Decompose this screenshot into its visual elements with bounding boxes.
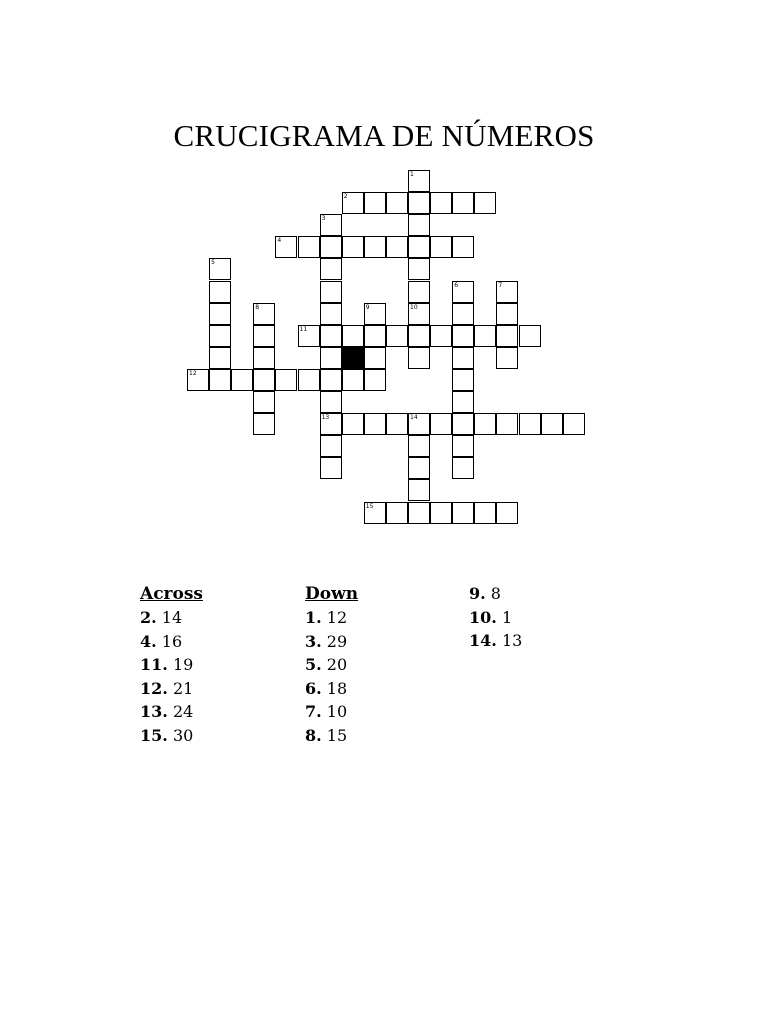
- grid-cell[interactable]: [253, 347, 275, 369]
- grid-cell[interactable]: [474, 192, 496, 214]
- grid-cell[interactable]: [320, 281, 342, 303]
- grid-cell[interactable]: [430, 192, 452, 214]
- grid-cell[interactable]: [320, 325, 342, 347]
- grid-cell[interactable]: [342, 192, 364, 214]
- grid-cell[interactable]: [320, 303, 342, 325]
- grid-cell[interactable]: [320, 457, 342, 479]
- grid-cell[interactable]: [563, 413, 585, 435]
- grid-cell[interactable]: [275, 369, 297, 391]
- grid-cell[interactable]: [452, 303, 474, 325]
- grid-cell[interactable]: [209, 369, 231, 391]
- clue-item: 8. 15: [305, 725, 348, 745]
- grid-cell[interactable]: [320, 369, 342, 391]
- grid-cell[interactable]: [298, 236, 320, 258]
- grid-cell[interactable]: [452, 413, 474, 435]
- grid-cell[interactable]: [275, 236, 297, 258]
- clue-item: 4. 16: [140, 631, 183, 651]
- grid-cell[interactable]: [320, 413, 342, 435]
- page-title: CRUCIGRAMA DE NÚMEROS: [173, 118, 595, 153]
- grid-cell[interactable]: [496, 303, 518, 325]
- clue-item: 1. 12: [305, 608, 348, 627]
- clue-item: 3. 29: [305, 631, 348, 651]
- clue-item: 9. 8: [469, 584, 501, 603]
- grid-cell[interactable]: [320, 214, 342, 236]
- down-heading: Down: [305, 584, 359, 604]
- grid-cell[interactable]: [364, 192, 386, 214]
- grid-cell[interactable]: [209, 325, 231, 347]
- clue-item: 14. 13: [469, 631, 523, 651]
- grid-cell[interactable]: [496, 502, 518, 524]
- grid-cell[interactable]: [408, 479, 430, 501]
- clue-number: 14: [410, 414, 418, 422]
- grid-cell[interactable]: [364, 236, 386, 258]
- grid-cell[interactable]: [452, 502, 474, 524]
- down-clues-continued: [469, 582, 629, 653]
- clue-number: 9: [365, 303, 370, 311]
- grid-cell[interactable]: [408, 192, 430, 214]
- grid-cell[interactable]: [452, 369, 474, 391]
- grid-cell[interactable]: [408, 502, 430, 524]
- clue-number: 11: [299, 325, 308, 333]
- grid-cell[interactable]: [231, 369, 253, 391]
- grid-cell[interactable]: [496, 413, 518, 435]
- grid-cell[interactable]: [452, 435, 474, 457]
- across-list: [140, 606, 300, 748]
- grid-cell[interactable]: [474, 325, 496, 347]
- grid-cell[interactable]: [342, 236, 364, 258]
- grid-cell[interactable]: [209, 347, 231, 369]
- grid-cell[interactable]: [452, 391, 474, 413]
- grid-cell[interactable]: [452, 281, 474, 303]
- across-heading: Across: [140, 584, 203, 604]
- grid-cell[interactable]: [253, 303, 275, 325]
- grid-cell[interactable]: [408, 281, 430, 303]
- grid-cell[interactable]: [408, 258, 430, 280]
- clue-item: 6. 18: [305, 678, 348, 698]
- grid-cell[interactable]: [320, 435, 342, 457]
- clue-number: 15: [365, 502, 374, 510]
- grid-cell[interactable]: [408, 236, 430, 258]
- grid-cell[interactable]: [364, 325, 386, 347]
- across-clues: [140, 582, 300, 748]
- grid-cell[interactable]: [386, 325, 408, 347]
- grid-cell[interactable]: [209, 258, 231, 280]
- grid-cell[interactable]: [187, 369, 209, 391]
- grid-cell[interactable]: [386, 413, 408, 435]
- grid-cell[interactable]: [496, 325, 518, 347]
- grid-cell[interactable]: [209, 281, 231, 303]
- down-clues: [305, 582, 465, 748]
- black-cell: [342, 347, 364, 369]
- clue-item: 5. 20: [305, 655, 348, 675]
- clue-item: 7. 10: [305, 702, 348, 722]
- grid-cell[interactable]: [452, 347, 474, 369]
- grid-cell[interactable]: [430, 502, 452, 524]
- clue-item: 13. 24: [140, 702, 194, 722]
- down-list: [305, 606, 465, 748]
- grid-cell[interactable]: [474, 502, 496, 524]
- grid-cell[interactable]: [430, 413, 452, 435]
- grid-cell[interactable]: [298, 369, 320, 391]
- grid-cell[interactable]: [408, 435, 430, 457]
- clue-item: 11. 19: [140, 655, 194, 675]
- clue-item: 10. 1: [469, 607, 513, 627]
- grid-cell[interactable]: [364, 413, 386, 435]
- grid-cell[interactable]: [408, 457, 430, 479]
- grid-cell[interactable]: [496, 281, 518, 303]
- clue-number: 5: [211, 259, 215, 267]
- clue-number: 4: [277, 237, 282, 245]
- clue-number: 7: [498, 281, 503, 289]
- grid-cell[interactable]: [519, 413, 541, 435]
- grid-cell[interactable]: [364, 369, 386, 391]
- grid-cell[interactable]: [253, 325, 275, 347]
- grid-cell[interactable]: [541, 413, 563, 435]
- grid-cell[interactable]: [430, 325, 452, 347]
- grid-cell[interactable]: [320, 347, 342, 369]
- clue-number: 1: [410, 171, 414, 178]
- grid-cell[interactable]: [253, 391, 275, 413]
- grid-cell[interactable]: [452, 192, 474, 214]
- grid-cell[interactable]: [408, 347, 430, 369]
- grid-cell[interactable]: [342, 325, 364, 347]
- grid-cell[interactable]: [386, 502, 408, 524]
- grid-cell[interactable]: [342, 369, 364, 391]
- grid-cell[interactable]: [474, 413, 496, 435]
- grid-cell[interactable]: [364, 347, 386, 369]
- grid-cell[interactable]: [364, 502, 386, 524]
- grid-cell[interactable]: [408, 170, 430, 192]
- grid-cell[interactable]: [209, 303, 231, 325]
- grid-cell[interactable]: [408, 303, 430, 325]
- clue-item: 12. 21: [140, 678, 194, 698]
- clue-number: 8: [255, 303, 260, 311]
- grid-cell[interactable]: [452, 236, 474, 258]
- grid-cell[interactable]: [408, 214, 430, 236]
- grid-cell[interactable]: [320, 236, 342, 258]
- grid-cell[interactable]: [320, 391, 342, 413]
- grid-cell[interactable]: [386, 236, 408, 258]
- grid-cell[interactable]: [386, 192, 408, 214]
- grid-cell[interactable]: [430, 236, 452, 258]
- clue-item: 15. 30: [140, 725, 194, 745]
- grid-cell[interactable]: [496, 347, 518, 369]
- clue-number: 6: [454, 281, 459, 289]
- grid-cell[interactable]: [364, 303, 386, 325]
- clue-number: 2: [343, 193, 348, 201]
- grid-cell[interactable]: [519, 325, 541, 347]
- clue-number: 3: [321, 215, 326, 223]
- grid-cell[interactable]: [253, 369, 275, 391]
- grid-cell[interactable]: [342, 413, 364, 435]
- clue-number: 13: [321, 414, 330, 422]
- grid-cell[interactable]: [408, 325, 430, 347]
- clue-item: 2. 14: [140, 608, 183, 627]
- grid-cell[interactable]: [408, 413, 430, 435]
- grid-cell[interactable]: [320, 258, 342, 280]
- clue-number: 12: [189, 369, 197, 377]
- grid-cell[interactable]: [298, 325, 320, 347]
- grid-cell[interactable]: [452, 325, 474, 347]
- grid-cell[interactable]: [253, 413, 275, 435]
- clue-number: 10: [410, 303, 418, 311]
- grid-cell[interactable]: [452, 457, 474, 479]
